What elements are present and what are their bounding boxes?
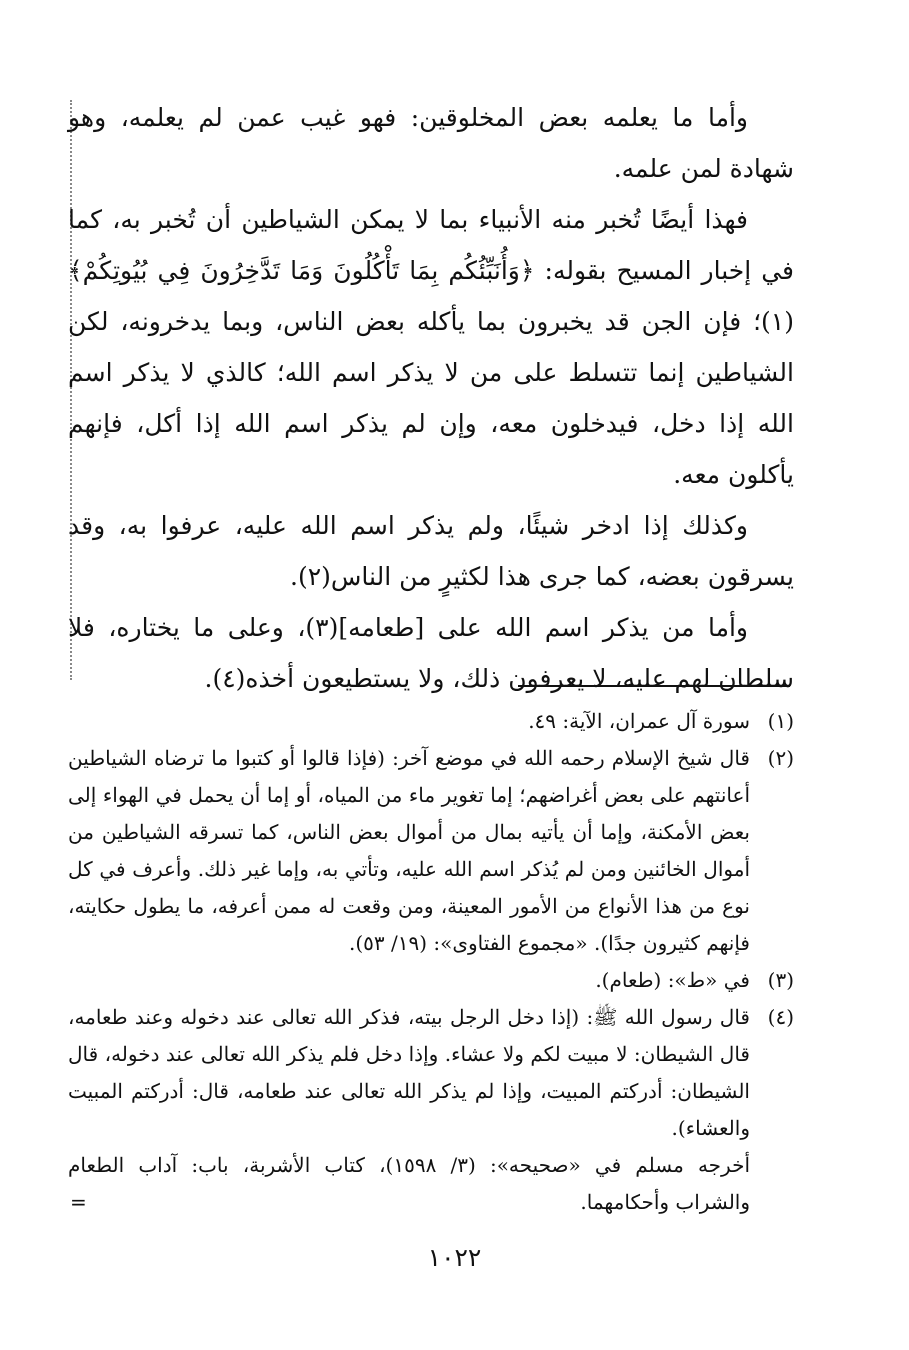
footnote-text xyxy=(68,703,750,740)
footnote-line: قال شيخ الإسلام رحمه الله في موضع آخر: (فإذا قالوا أو كتبوا ما ترضاه الشياطين أعانتهم على بعض أغراضهم؛ إما تغوير ماء من المياه، أو إما أن يحمل في الهواء إلى بعض الأمكنة، وإما أن يأتيه بمال من أموال بعض الناس، كما تسرقه الشياطين من أموال الخائنين ومن لم يُذكر اسم الله عليه، وتأتي به، وإما غير ذلك. وأعرف في كل نوع من هذا الأنواع من الأمور المعينة، ومن وقعت له ممن أعرفه، ما يطول حكايته، فإنهم كثيرون جدًا). «مجموع الفتاوى»: (١٩/ ٥٣). xyxy=(68,746,750,955)
footnote-line: أخرجه مسلم في «صحيحه»: (٣/ ١٥٩٨)، كتاب الأشربة، باب: آداب الطعام والشراب وأحكامهما. xyxy=(68,1153,750,1214)
paragraph: فهذا أيضًا تُخبر منه الأنبياء بما لا يمكن الشياطين أن تُخبر به، كما في إخبار المسيح بقوله: ﴿وَأُنَبِّئُكُم بِمَا تَأْكُلُونَ وَمَا تَدَّخِرُونَ فِي بُيُوتِكُمْ﴾(١)؛ فإن الجن قد يخبرون بما يأكله بعض الناس، وبما يدخرونه، لكن الشياطين إنما تتسلط على من لا يذكر اسم الله؛ كالذي لا يذكر اسم الله إذا دخل، فيدخلون معه، وإن لم يذكر اسم الله إذا أكل، فإنهم يأكلون معه. xyxy=(68,205,794,489)
footnote-line: سورة آل عمران، الآية: ٤٩. xyxy=(528,709,750,733)
footnote-text xyxy=(68,999,750,1221)
footnotes xyxy=(68,703,794,1221)
footnote-number: (١) xyxy=(767,709,794,733)
footnote-text xyxy=(68,962,750,999)
footnote-number: (٣) xyxy=(767,968,794,992)
footnote xyxy=(68,999,794,1221)
main-text xyxy=(68,92,794,704)
footnote-line: قال رسول الله ﷺ: (إذا دخل الرجل بيته، فذكر الله تعالى عند دخوله وعند طعامه، قال الشيطان: لا مبيت لكم ولا عشاء. وإذا دخل فلم يذكر الله تعالى عند دخوله، قال الشيطان: أدركتم المبيت، وإذا لم يذكر الله تعالى عند طعامه، قال: أدركتم المبيت والعشاء). xyxy=(68,1005,750,1140)
continuation-mark: = xyxy=(70,1190,87,1214)
footnote xyxy=(68,703,794,740)
footnote-text xyxy=(68,740,750,962)
footnote xyxy=(68,962,794,999)
footnote-number: (٤) xyxy=(767,1005,794,1029)
paragraph: وكذلك إذا ادخر شيئًا، ولم يذكر اسم الله عليه، عرفوا به، وقد يسرقون بعضه، كما جرى هذا لكثيرٍ من الناس(٢). xyxy=(68,511,794,591)
paragraph: وأما ما يعلمه بعض المخلوقين: فهو غيب عمن لم يعلمه، وهو شهادة لمن علمه. xyxy=(68,103,794,183)
page-number: ١٠٢٢ xyxy=(427,1243,482,1272)
footnote xyxy=(68,740,794,962)
paragraph: وأما من يذكر اسم الله على [طعامه](٣)، وعلى ما يختاره، فلا سلطان لهم عليه، لا يعرفون ذلك، ولا يستطيعون أخذه(٤). xyxy=(68,613,794,693)
footnote-separator xyxy=(518,685,790,687)
footnote-line: في «ط»: (طعام). xyxy=(595,968,750,992)
footnote-number: (٢) xyxy=(767,746,794,770)
